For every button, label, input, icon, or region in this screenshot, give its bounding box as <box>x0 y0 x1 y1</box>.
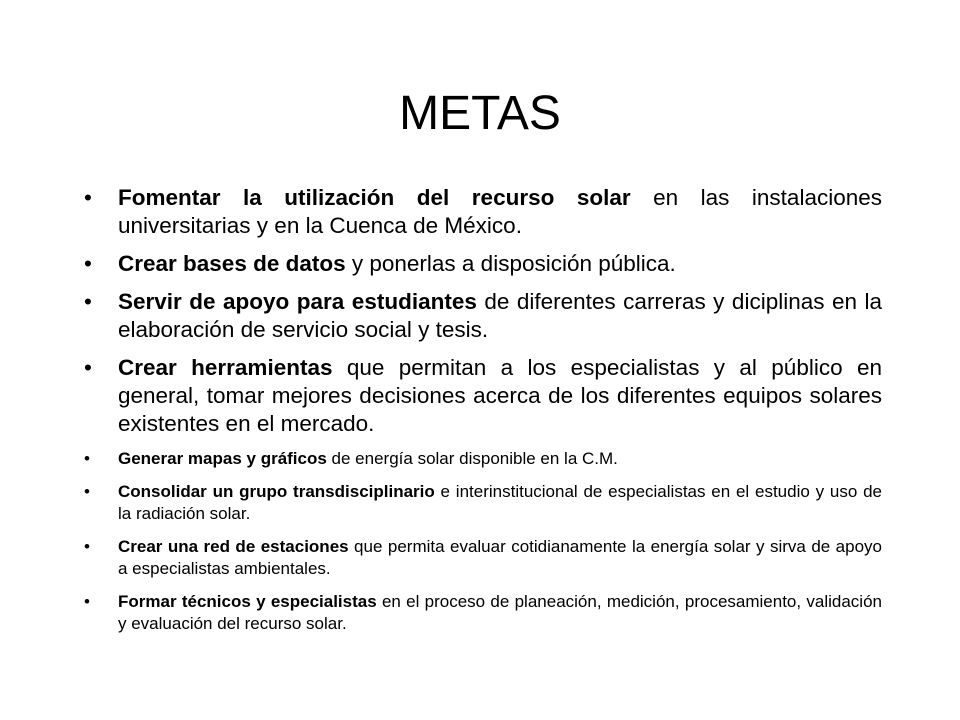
goal-text: que permita evaluar cotidianamente la energía solar y sirva de apoyo a especialistas ambientales. <box>118 537 882 578</box>
goal-text: en las instalaciones universitarias y en la Cuenca de México. <box>118 185 882 238</box>
bullet-icon: • <box>84 449 90 468</box>
goal-text: que permitan a los especialistas y al público en general, tomar mejores decisiones acerca de los diferentes equipos solares existentes en el mercado. <box>118 355 882 436</box>
goal-item <box>84 288 882 344</box>
slide-title: METAS <box>399 87 561 140</box>
goal-heading: Fomentar la utilización del recurso solar <box>118 185 631 210</box>
bullet-icon: • <box>84 592 90 611</box>
goal-heading: Consolidar un grupo transdisciplinario <box>118 482 435 501</box>
goal-text: de energía solar disponible en la C.M. <box>326 449 618 468</box>
goal-item <box>84 184 882 240</box>
goal-text: y ponerlas a disposición pública. <box>345 251 676 276</box>
goal-text: en el proceso de planeación, medición, procesamiento, validación y evaluación del recurso solar. <box>118 592 882 633</box>
goal-text: e interinstitucional de especialistas en el estudio y uso de la radiación solar. <box>118 482 882 523</box>
goal-heading: Crear herramientas <box>118 355 333 380</box>
bullet-icon: • <box>84 185 92 210</box>
goal-heading: Formar técnicos y especialistas <box>118 592 377 611</box>
goals-list <box>84 184 882 646</box>
goal-heading: Generar mapas y gráficos <box>118 449 327 468</box>
goal-heading: Crear una red de estaciones <box>118 537 349 556</box>
goal-item <box>84 591 882 635</box>
bullet-icon: • <box>84 289 92 314</box>
bullet-icon: • <box>84 482 90 501</box>
goal-item <box>84 481 882 525</box>
bullet-icon: • <box>84 251 92 276</box>
goal-item <box>84 250 882 278</box>
goal-item <box>84 354 882 438</box>
bullet-icon: • <box>84 355 92 380</box>
goal-text: de diferentes carreras y diciplinas en la elaboración de servicio social y tesis. <box>118 289 883 342</box>
goal-heading: Crear bases de datos <box>118 251 346 276</box>
bullet-icon: • <box>84 537 90 556</box>
goal-item <box>84 536 882 580</box>
goal-item <box>84 448 882 470</box>
goal-heading: Servir de apoyo para estudiantes <box>118 289 477 314</box>
